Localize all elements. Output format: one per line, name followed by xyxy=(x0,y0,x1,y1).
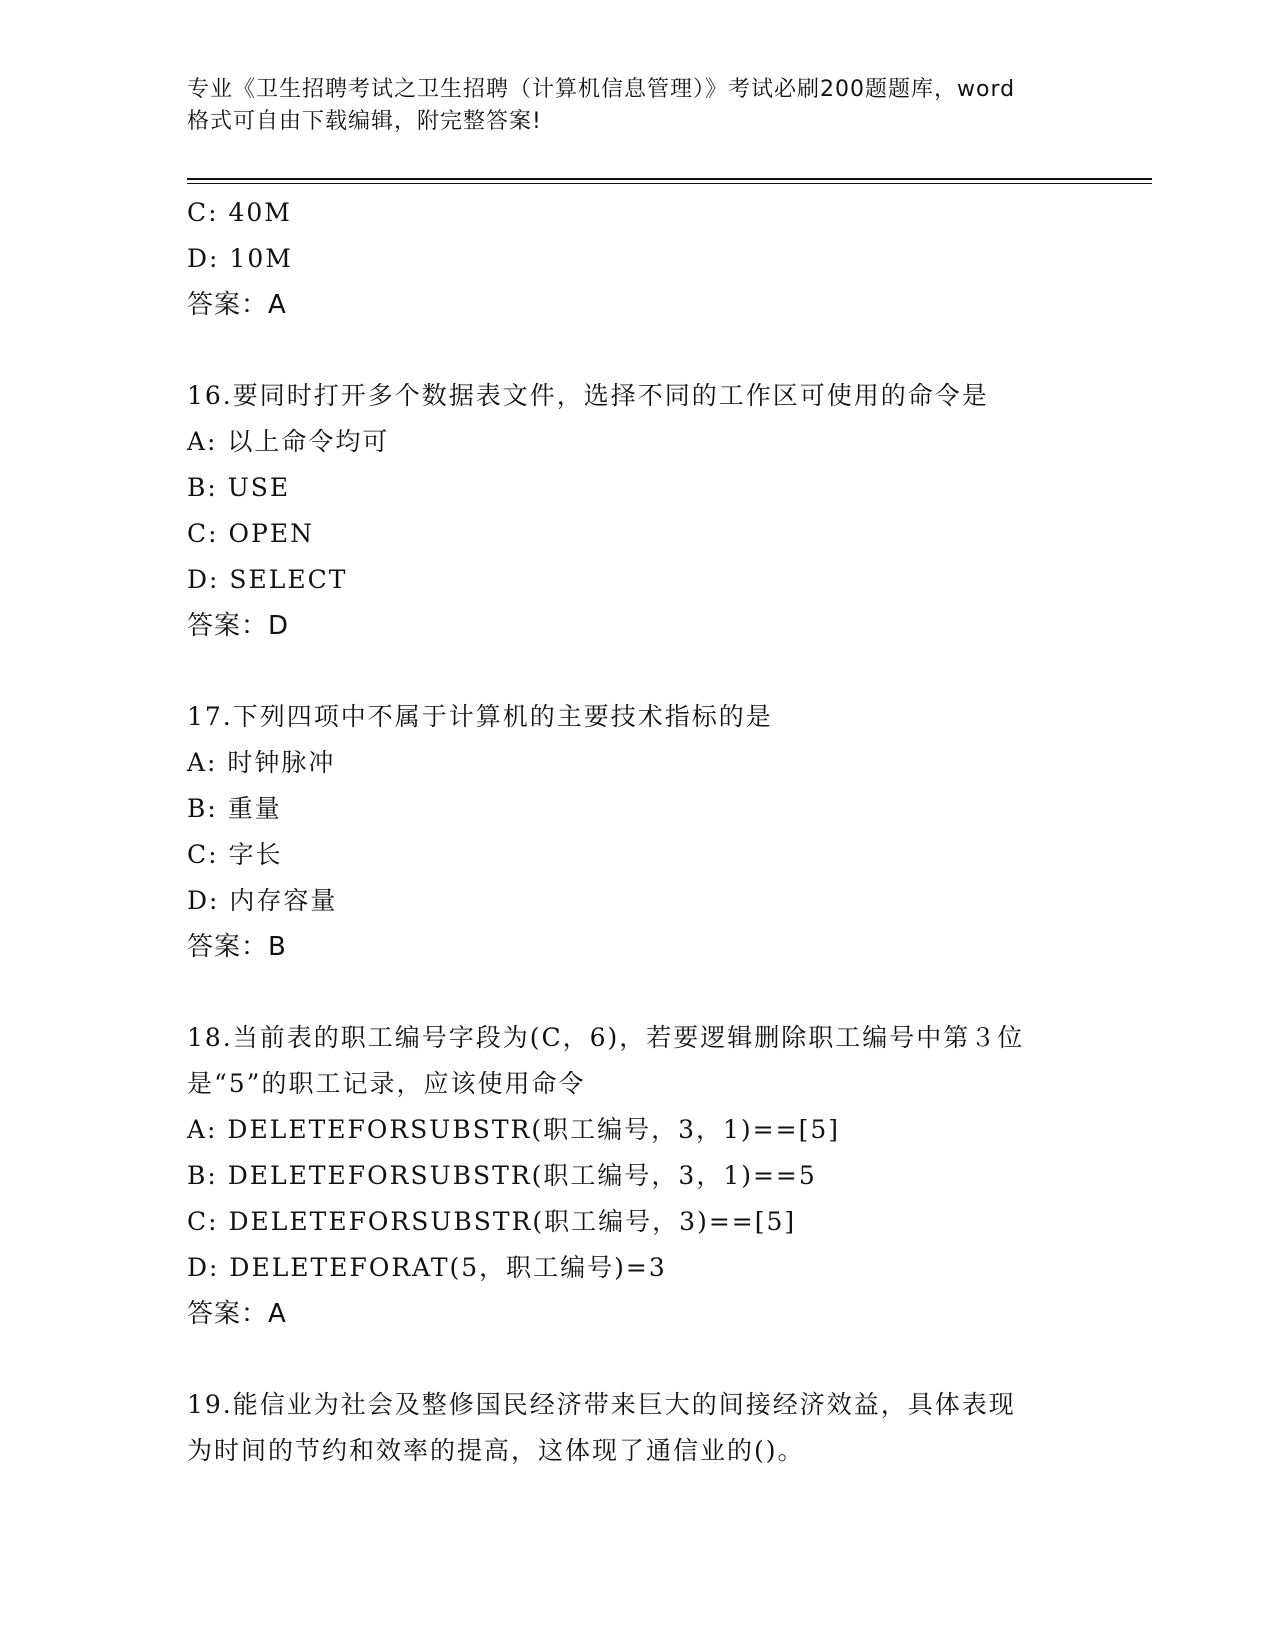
header-line-1: 专业《卫生招聘考试之卫生招聘（计算机信息管理）》考试必刷200题题库，word xyxy=(187,77,1016,102)
question-18 xyxy=(187,1015,1087,1337)
question-16 xyxy=(187,373,1087,649)
option-d: D: 10M xyxy=(187,244,293,273)
spacer xyxy=(187,970,1087,1015)
option-c: C: DELETEFORSUBSTR(职工编号，3)==[5] xyxy=(187,1207,797,1236)
question-text: 16.要同时打开多个数据表文件，选择不同的工作区可使用的命令是 xyxy=(187,381,989,410)
header-divider-thin xyxy=(187,183,1152,184)
option-b: B: USE xyxy=(187,473,291,502)
header-line-2: 格式可自由下载编辑，附完整答案! xyxy=(187,109,542,134)
spacer xyxy=(187,1337,1087,1382)
option-d: D: SELECT xyxy=(187,565,348,594)
option-d: D: DELETEFORAT(5，职工编号)=3 xyxy=(187,1253,667,1282)
document-body xyxy=(187,190,1087,1474)
question-15-partial xyxy=(187,190,1087,328)
answer: 答案：A xyxy=(187,290,287,320)
question-text-line-2: 是“5”的职工记录，应该使用命令 xyxy=(187,1069,586,1098)
answer: 答案：A xyxy=(187,1299,287,1329)
option-c: C: 字长 xyxy=(187,840,283,869)
option-b: B: DELETEFORSUBSTR(职工编号，3，1)==5 xyxy=(187,1161,817,1190)
option-a: A: 时钟脉冲 xyxy=(187,748,336,777)
answer: 答案：D xyxy=(187,611,290,641)
option-b: B: 重量 xyxy=(187,794,282,823)
question-17 xyxy=(187,694,1087,970)
question-text-line-1: 19.能信业为社会及整修国民经济带来巨大的间接经济效益，具体表现 xyxy=(187,1390,1016,1419)
option-c: C: OPEN xyxy=(187,519,314,548)
spacer xyxy=(187,328,1087,373)
document-header xyxy=(187,74,1087,138)
option-c: C: 40M xyxy=(187,198,292,227)
header-divider-thick xyxy=(187,178,1152,180)
option-a: A: DELETEFORSUBSTR(职工编号，3，1)==[5] xyxy=(187,1115,840,1144)
answer: 答案：B xyxy=(187,932,287,962)
question-text: 17.下列四项中不属于计算机的主要技术指标的是 xyxy=(187,702,773,731)
option-a: A: 以上命令均可 xyxy=(187,427,390,456)
question-text-line-2: 为时间的节约和效率的提高，这体现了通信业的()。 xyxy=(187,1436,805,1465)
question-19 xyxy=(187,1382,1087,1474)
question-text-line-1: 18.当前表的职工编号字段为(C，6)，若要逻辑删除职工编号中第３位 xyxy=(187,1023,1025,1052)
spacer xyxy=(187,649,1087,694)
option-d: D: 内存容量 xyxy=(187,886,338,915)
